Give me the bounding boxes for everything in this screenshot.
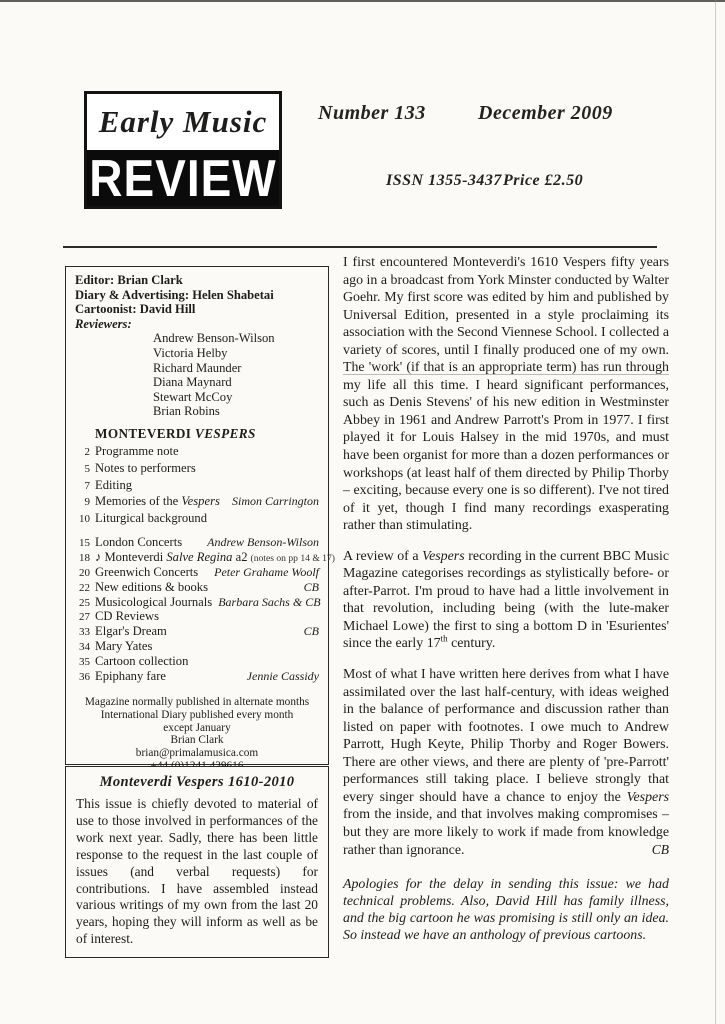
contents-title: Elgar's Dream — [95, 624, 167, 639]
contents-author: Andrew Benson-Wilson — [207, 534, 319, 549]
contents-item — [75, 536, 319, 551]
contents-page-number: 9 — [84, 496, 90, 509]
header-divider — [63, 246, 657, 248]
staff-role-label: Cartoonist: — [75, 302, 140, 317]
contents-page-number: 7 — [84, 479, 90, 492]
contents-note: (notes on pp 14 & 17) — [250, 552, 335, 564]
contents-heading-italic: VESPERS — [195, 425, 256, 441]
contents-page-number: 10 — [79, 513, 90, 526]
info-box — [65, 266, 335, 765]
editorial-paragraph: I first encountered Monteverdi's 1610 Vespers fifty years ago in a broadcast from York Minster conducted by Walter Goehr. My first score was edited by him and published by Universal Edition, presented in a style proclaiming its association with the Second Viennese School. I collected a variety of scores, until I finally produced one of my own. The 'work' (if that is an appropriate term) has run through my life all this time. I heard significant performances, such as Denis Stevens' of his new edition in Westminster Abbey in 1961 and Andrew Parrott's Prom in 1977. I first played it for Louis Halsey in the mid 1970s, and must have been organist for more than a dozen performances or workshops (at least half of them directed by Philip Thorby – exciting, because every one is so different). I've not tired of it yet, though I find many recordings exasperating rather than stimulating. — [343, 255, 669, 534]
scan-edge-artifact-right — [715, 0, 716, 1024]
editorial-paragraphs — [343, 254, 669, 859]
contents-page-number: 25 — [79, 596, 90, 609]
reviewers-label: Reviewers: — [75, 316, 132, 331]
reviewer-name: Richard Maunder — [153, 360, 242, 375]
staff-line — [75, 288, 319, 303]
staff-role-label: Diary & Advertising: — [75, 287, 193, 302]
staff-line — [75, 273, 319, 288]
contents-author: Jennie Cassidy — [246, 669, 319, 684]
issue-date: December 2009 — [478, 102, 613, 124]
staff-person-name: Helen Shabetai — [192, 287, 274, 302]
contents-page-number: 27 — [79, 611, 90, 624]
contents-item — [75, 461, 319, 478]
reviewer-name: Stewart McCoy — [153, 389, 233, 404]
staff-person-name: Brian Clark — [117, 273, 183, 287]
vespers-box-body: This issue is chiefly devoted to material of use to those involved in performances of the work next year. Sadly, there has been little response to the request in the last couple of issues (and verbal requests) for contributions. I have assembled instead various writings of my own from the last 20 years, hoping they will inform as well as be of interest. — [76, 796, 318, 947]
vespers-announcement-box — [65, 766, 329, 958]
contents-page-number: 33 — [79, 626, 90, 639]
contents-item — [75, 444, 319, 461]
masthead-title: Early Music — [87, 94, 279, 150]
contents-title: Memories of the Vespers — [95, 494, 220, 509]
contents-title: CD Reviews — [95, 609, 160, 624]
reviewer-name: Brian Robins — [153, 404, 220, 419]
editorial-column — [343, 254, 669, 957]
editorial-paragraph: A review of a Vespers recording in the current BBC Music Magazine categorises recordings as stylistically before- or after-Parrot. I'm proud to have had a little involvement in that revolution, including being (with the lute-maker Michael Lowe) the first to sing a bottom D in 'Esurientes' since the early 17th century. — [343, 548, 670, 652]
contents-list-general — [75, 534, 335, 685]
publication-info-line: Magazine normally published in alternate months — [84, 695, 310, 708]
contents-page-number: 5 — [84, 462, 90, 475]
contents-item — [75, 655, 319, 670]
contents-page-number: 15 — [79, 536, 90, 549]
contents-item — [75, 478, 319, 495]
contents-item — [75, 511, 319, 528]
contents-author: CB — [303, 579, 319, 594]
contents-title: Programme note — [95, 443, 179, 458]
staff-person-name: David Hill — [139, 302, 196, 317]
contents-title: Cartoon collection — [95, 654, 189, 669]
editorial-signature: CB — [651, 841, 669, 857]
issn-number: ISSN 1355-3437 — [386, 172, 502, 189]
reviewer-name: Diana Maynard — [153, 375, 232, 390]
contents-page-number: 18 — [79, 551, 90, 564]
scan-line-artifact — [343, 374, 669, 375]
contents-title: New editions & books — [95, 579, 208, 594]
contents-heading — [95, 425, 319, 442]
contents-author: Simon Carrington — [231, 494, 319, 509]
publication-info-line: International Diary published every month — [100, 708, 294, 721]
contents-title: Epiphany fare — [95, 669, 166, 684]
contents-item — [75, 549, 335, 566]
contents-list-vespers — [75, 444, 319, 528]
price-label: Price £2.50 — [503, 172, 584, 189]
contents-author: CB — [303, 624, 319, 639]
masthead-logo — [84, 91, 282, 209]
publication-info — [75, 696, 319, 773]
publication-info-line: brian@primalamusica.com — [135, 747, 259, 760]
contents-item — [75, 670, 319, 685]
contents-title: Editing — [95, 477, 133, 492]
reviewer-name: Andrew Benson-Wilson — [153, 331, 275, 346]
contents-page-number: 34 — [79, 641, 90, 654]
reviewer-name: Victoria Helby — [153, 345, 228, 360]
contents-page-number: 22 — [79, 581, 90, 594]
vespers-box-heading: Monteverdi Vespers 1610-2010 — [99, 774, 295, 790]
contents-item — [75, 494, 319, 511]
contents-author: Peter Grahame Woolf — [214, 564, 319, 579]
reviewers-list — [75, 331, 319, 419]
contents-title: Musicological Journals — [95, 594, 213, 609]
contents-page-number: 2 — [84, 445, 90, 458]
contents-title: Liturgical background — [95, 511, 208, 526]
staff-list — [75, 273, 319, 317]
contents-item — [75, 640, 319, 655]
contents-title: London Concerts — [95, 534, 183, 549]
contents-item — [75, 625, 319, 640]
editorial-paragraph: Most of what I have written here derives from what I have assimilated over the last half-century, with ideas weighed in the balance of performance and discussion rather than listed on paper with footnotes. I owe much to Andrew Parrott, Hugh Keyte, Philip Thorby and Roger Bowers. There are other views, and there are plenty of 'pre-Parrott' performances still taking place. I believe strongly that every singer should have a chance to enjoy the Vespers from the inside, and that involves making compromises – but they are more likely to work if made from knowledge rather than ignorance. — [343, 667, 669, 858]
contents-item — [75, 566, 319, 581]
editorial-postscript: Apologies for the delay in sending this issue: we had technical problems. Also, David Hill has family illness, and the big cartoon he was promising is still only an idea. So instead we have an anthology of previous cartoons. — [343, 876, 669, 944]
contents-heading-roman: MONTEVERDI — [95, 425, 196, 441]
masthead-review-block — [87, 150, 279, 206]
contents-page-number: 35 — [79, 656, 90, 669]
scan-edge-artifact-top — [0, 0, 725, 2]
contents-item — [75, 596, 319, 611]
issue-number: Number 133 — [318, 102, 426, 124]
contents-page-number: 36 — [79, 671, 90, 684]
contents-author: Barbara Sachs & CB — [218, 594, 321, 609]
contents-item — [75, 581, 319, 596]
staff-role-label: Editor: — [75, 273, 118, 287]
contents-title: Notes to performers — [95, 460, 196, 475]
contents-title: Greenwich Concerts — [95, 564, 199, 579]
contents-item — [75, 610, 319, 625]
contents-title: Mary Yates — [95, 639, 153, 654]
masthead-review-text: REVIEW — [89, 148, 277, 208]
staff-line — [75, 302, 319, 317]
contents-title: ♪ Monteverdi Salve Regina a2 — [95, 549, 248, 564]
publication-info-line: except January — [163, 721, 231, 734]
contents-page-number: 20 — [79, 566, 90, 579]
publication-info-line: Brian Clark — [170, 734, 224, 747]
